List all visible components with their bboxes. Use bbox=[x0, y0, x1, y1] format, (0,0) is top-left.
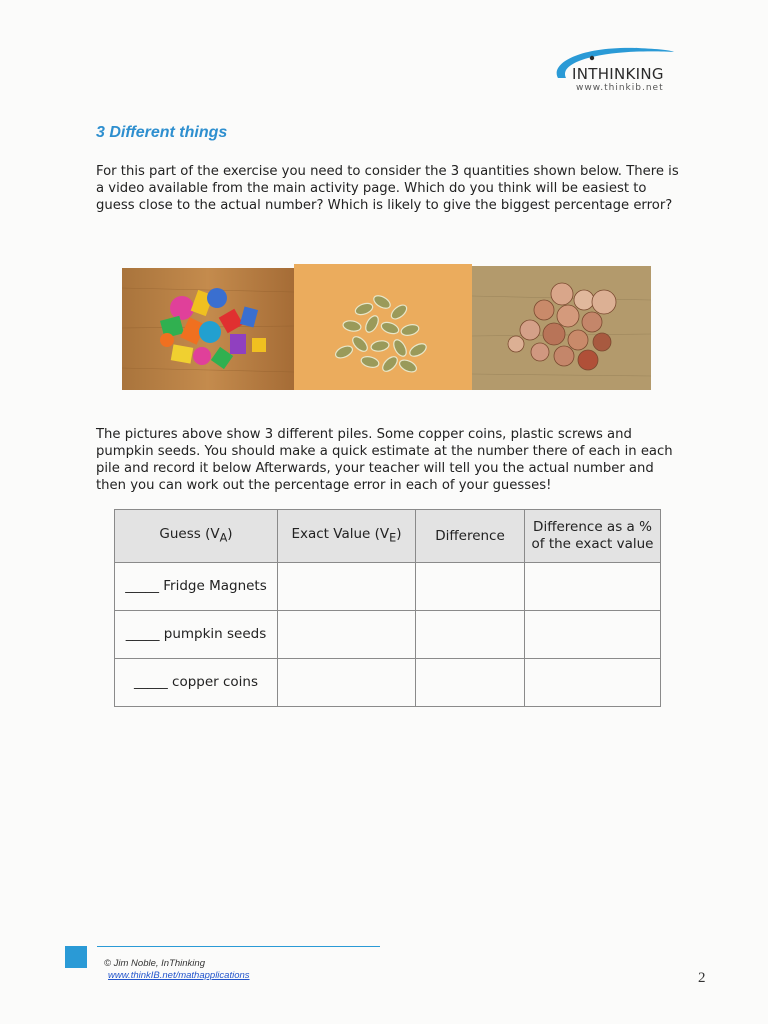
header-percent-difference: Difference as a % of the exact value bbox=[525, 510, 661, 563]
pumpkin-seeds-photo bbox=[294, 264, 472, 390]
exact-cell[interactable] bbox=[278, 611, 416, 659]
table-header-row bbox=[115, 510, 661, 563]
header-guess bbox=[115, 510, 278, 563]
logo-url: www.thinkib.net bbox=[576, 83, 664, 93]
exact-cell[interactable] bbox=[278, 563, 416, 611]
exact-cell[interactable] bbox=[278, 659, 416, 707]
difference-cell[interactable] bbox=[416, 611, 525, 659]
footer-copyright: © Jim Noble, InThinking bbox=[104, 958, 205, 969]
footer-divider bbox=[97, 946, 380, 947]
difference-cell[interactable] bbox=[416, 563, 525, 611]
guess-table bbox=[114, 509, 661, 707]
photo-strip bbox=[122, 264, 651, 390]
row-label: pumpkin seeds bbox=[163, 626, 267, 642]
table-row bbox=[115, 659, 661, 707]
percent-cell[interactable] bbox=[525, 611, 661, 659]
guess-cell-coins[interactable] bbox=[115, 659, 278, 707]
difference-cell[interactable] bbox=[416, 659, 525, 707]
section-heading: 3 Different things bbox=[96, 124, 228, 141]
percent-cell[interactable] bbox=[525, 563, 661, 611]
guess-cell-seeds[interactable] bbox=[115, 611, 278, 659]
percent-cell[interactable] bbox=[525, 659, 661, 707]
guess-cell-magnets[interactable] bbox=[115, 563, 278, 611]
footer-link[interactable]: www.thinkIB.net/mathapplications bbox=[108, 970, 250, 981]
header-exact-sub: E bbox=[389, 531, 397, 545]
table-row bbox=[115, 611, 661, 659]
header-difference: Difference bbox=[416, 510, 525, 563]
header-exact-end: ) bbox=[396, 525, 402, 542]
header-guess-text: Guess (V bbox=[159, 525, 220, 542]
header-exact-text: Exact Value (V bbox=[291, 525, 390, 542]
header-guess-end: ) bbox=[227, 525, 233, 542]
guess-blank: _____ bbox=[125, 578, 159, 594]
guess-blank: _____ bbox=[133, 674, 168, 690]
fridge-magnets-photo bbox=[122, 268, 294, 390]
header-guess-sub: A bbox=[219, 531, 228, 545]
header-exact-value bbox=[278, 510, 416, 563]
footer-square-icon bbox=[65, 946, 87, 968]
intro-paragraph: For this part of the exercise you need to consider the 3 quantities shown below. There is a video available from the main activity page. Which do you think will be easiest to guess close to the actual number? Which is likely to give the biggest percentage error? bbox=[96, 164, 679, 213]
guess-blank: _____ bbox=[125, 626, 160, 642]
row-label: copper coins bbox=[172, 674, 259, 690]
row-label: Fridge Magnets bbox=[163, 578, 267, 594]
logo-name: INTHINKING bbox=[572, 65, 664, 83]
inthinking-logo bbox=[548, 44, 678, 100]
table-row bbox=[115, 563, 661, 611]
copper-coins-photo bbox=[472, 266, 651, 390]
instructions-paragraph: The pictures above show 3 different piles. Some copper coins, plastic screws and pumpkin seeds. You should make a quick estimate at the number there of each in each pile and record it below Afterwards, your teacher will tell you the actual number and then you can work out the percentage error in each of your guesses! bbox=[96, 427, 673, 493]
page-number: 2 bbox=[698, 970, 706, 986]
